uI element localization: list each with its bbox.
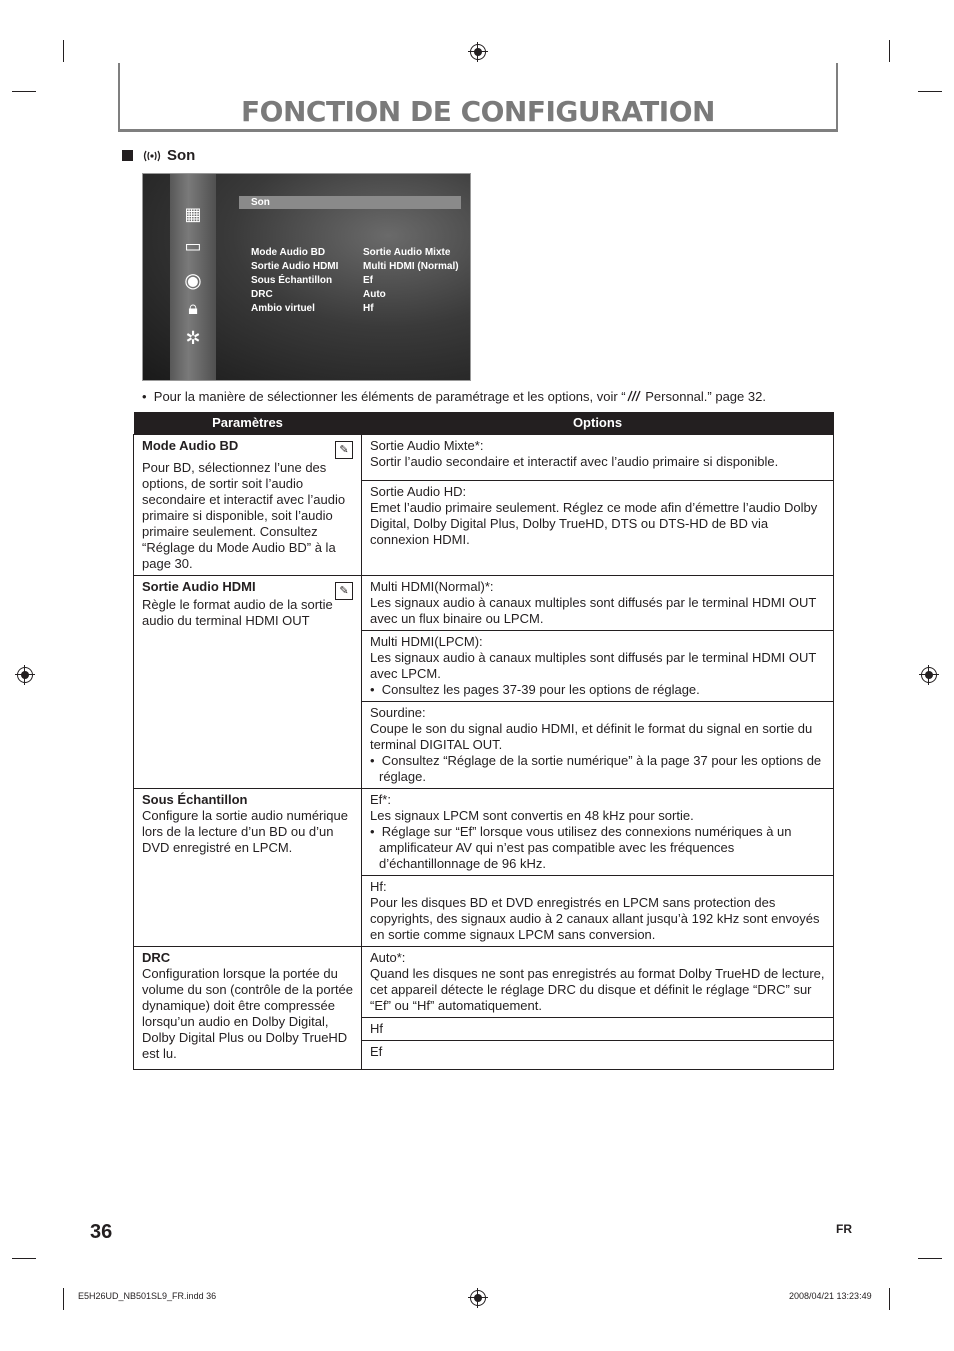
registration-mark-icon [921,667,937,683]
param-cell [134,435,362,576]
column-header-params: Paramètres [134,412,362,435]
footer-file: E5H26UD_NB501SL9_FR.indd 36 [78,1291,217,1301]
crop-mark [12,91,36,92]
registration-mark-icon [470,1290,486,1306]
param-description: Règle le format audio de la sortie audio du terminal HDMI OUT [142,597,333,628]
option-cell: Multi HDMI(Normal)*: Les signaux audio à canaux multiples sont diffusés par le terminal HDMI OUT avec un flux binaire ou LPCM. [362,576,834,631]
wrench-icon: ✎ [335,582,353,600]
crop-mark [918,91,942,92]
square-bullet-icon [122,150,133,161]
param-description: Configuration lorsque la portée du volume du son (contrôle de la portée dynamique) doit être compressée lorsqu’un audio en Dolby Digital, Dolby Digital Plus ou Dolby TrueHD est lu. [142,966,354,1061]
option-cell: Hf [362,1018,834,1041]
bullet-note: • Réglage sur “Ef” lorsque vous utilisez des connexions numériques à un amplificateur AV qui n’est pas compatible avec les fréquences d’échantillonnage de 96 kHz. [370,824,792,871]
option-cell: Sortie Audio HD: Emet l’audio primaire seulement. Réglez ce mode afin d’émettre l’audio Dolby Digital, Dolby Digital Plus, Dolby TrueHD, DTS ou DTS-HD de BD via connexion HDMI. [362,481,834,576]
crop-mark [889,40,890,62]
wrench-icon: ✎ [335,441,353,459]
section-title: Son [167,147,196,164]
crop-mark [918,1258,942,1259]
osd-row: Ambio virtuel Hf [251,303,374,314]
bullet-note: • Consultez “Réglage de la sortie numérique” à la page 37 pour les options de réglage. [370,753,822,784]
footer-date: 2008/04/21 13:23:49 [789,1291,872,1301]
page-number: 36 [90,1221,113,1243]
crop-mark [63,40,64,62]
setup-icon [626,390,642,402]
param-cell [134,947,362,1070]
option-cell: Ef [362,1041,834,1070]
osd-row: Sortie Audio HDMI Multi HDMI (Normal) [251,261,459,272]
param-cell [134,789,362,947]
column-header-options: Options [362,412,834,435]
language-tag: FR [836,1222,852,1236]
osd-screenshot [142,173,471,381]
registration-mark-icon [17,667,33,683]
osd-lock-icon: 🔒︎ [188,298,198,319]
param-description: Pour BD, sélectionnez l’une des options, de sortir soit l’audio secondaire et interactif avec l’audio primaire si disponible, soit l’audio primaire seulement. Consultez “Réglage du Mode Audio BD” à la page 30. [142,460,346,571]
registration-mark-icon [470,44,486,60]
option-cell: Sortie Audio Mixte*: Sortir l’audio secondaire et interactif avec l’audio primaire si disponible. [362,435,834,481]
sound-icon [143,149,161,163]
osd-row: Sous Échantillon Ef [251,275,373,286]
option-cell: Ef*: Les signaux LPCM sont convertis en 48 kHz pour sortie. • Réglage sur “Ef” lorsque vous utilisez des connexions numériques à un amplificateur AV qui n’est pas compatible avec les fréquences d’échantillonnage de 96 kHz. [362,789,834,876]
param-name: Sortie Audio HDMI [142,579,256,594]
option-cell: Hf: Pour les disques BD et DVD enregistrés en LPCM sans protection des copyrights, des signaux audio à 2 canaux allant jusqu’à 192 kHz sont envoyés en sortie comme signaux LPCM sans conversion. [362,876,834,947]
param-cell [134,576,362,789]
section-heading [122,147,195,164]
settings-table [133,412,834,1070]
option-cell: Sourdine: Coupe le son du signal audio HDMI, et définit le format du signal en sortie du terminal DIGITAL OUT. • Consultez “Réglage de la sortie numérique” à la page 37 pour les options de réglage. [362,702,834,789]
param-name: DRC [142,950,171,965]
osd-row: Mode Audio BD Sortie Audio Mixte [251,247,451,258]
osd-row: DRC Auto [251,289,386,300]
bullet-note: • Consultez les pages 37-39 pour les options de réglage. [370,682,700,697]
option-cell: Auto*: Quand les disques ne sont pas enregistrés au format Dolby TrueHD de lecture, cet appareil détecte le réglage DRC du disque et définit le réglage “DRC” sur “Ef” ou “Hf” automatiquement. [362,947,834,1018]
osd-display-icon: ▭ [184,236,202,257]
osd-sound-icon: ◉ [184,268,202,292]
param-name: Mode Audio BD [142,438,239,453]
osd-language-icon: ▦ [184,204,202,225]
param-description: Configure la sortie audio numérique lors de la lecture d’un BD ou d’un DVD enregistré en LPCM. [142,808,348,855]
option-cell: Multi HDMI(LPCM): Les signaux audio à canaux multiples sont diffusés par le terminal HDMI OUT avec LPCM. • Consultez les pages 37-39 pour les options de réglage. [362,631,834,702]
crop-mark [889,1288,890,1310]
param-name: Sous Échantillon [142,792,248,807]
crop-mark [63,1288,64,1310]
osd-settings-icon: ✲ [185,328,201,349]
crop-mark [12,1258,36,1259]
page-title: FONCTION DE CONFIGURATION [241,95,715,128]
osd-header: Son [239,196,461,209]
note: • Pour la manière de sélectionner les éléments de paramétrage et les options, voir “ Personnal.” page 32. [142,389,766,404]
